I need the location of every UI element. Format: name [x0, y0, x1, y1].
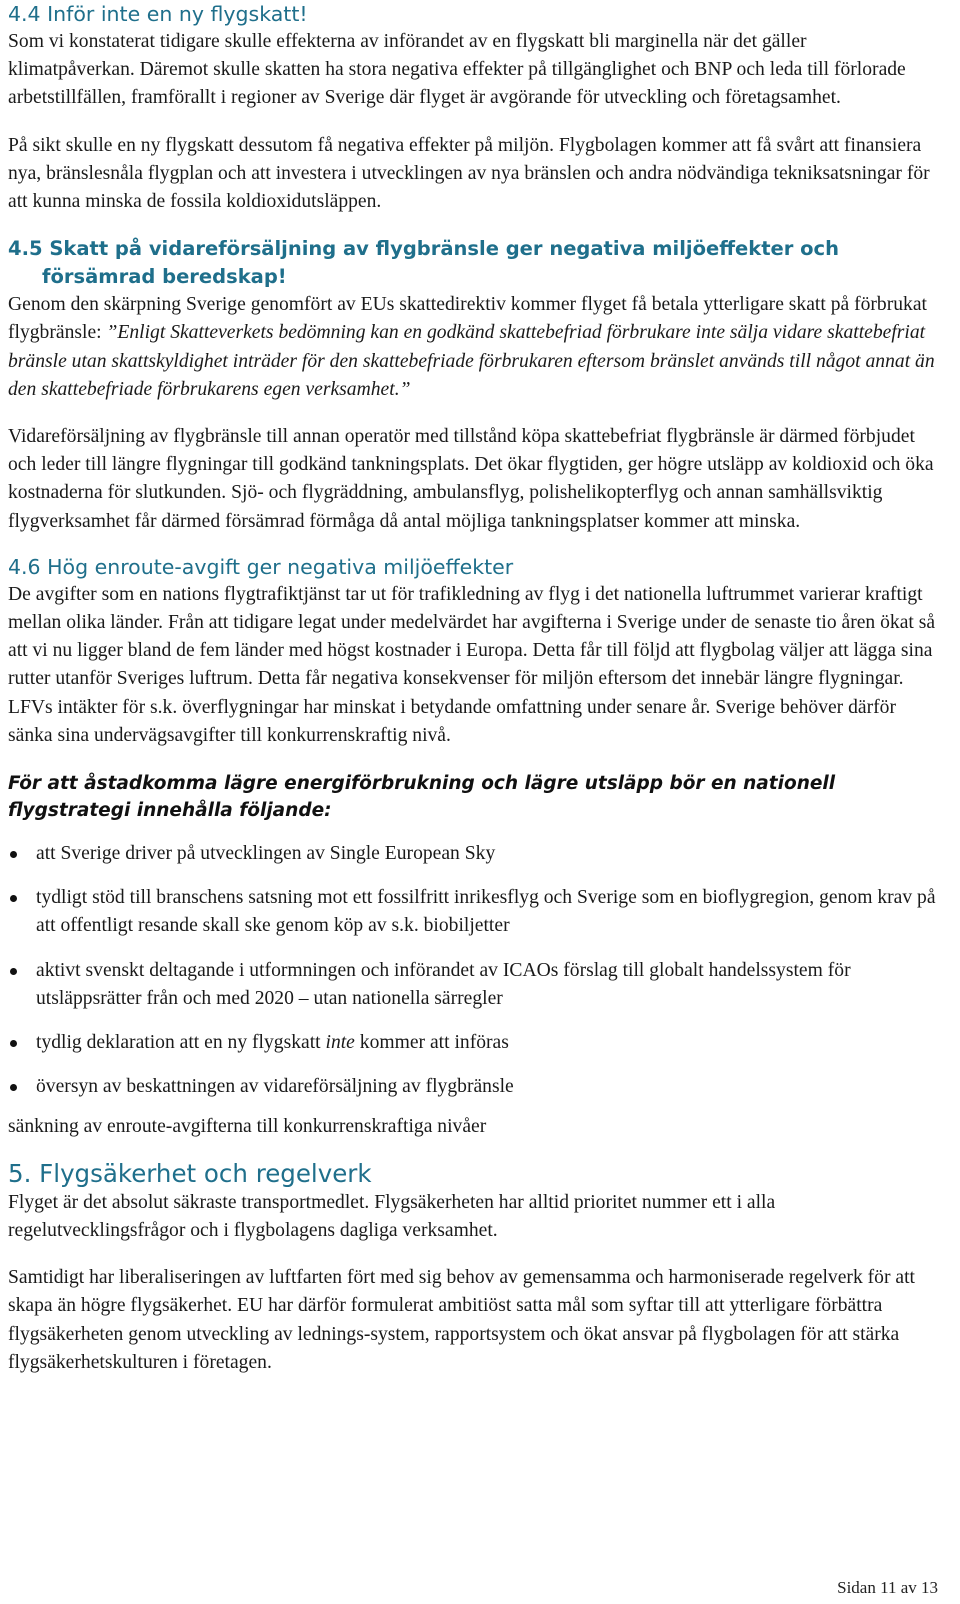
skatteverket-quote: ”Enligt Skatteverkets bedömning kan en godkänd skattebefriad förbrukare inte sälja vidare skattebefriat bränsle utan skattskyldighet inträder för den skattebefriade förbrukaren eftersom bränslet används till något annat än den skattebefriade förbrukarens egen verksamhet.” [8, 322, 935, 400]
section-4-4-heading: 4.4 Inför inte en ny flygskatt! [8, 2, 308, 26]
page-number: Sidan 11 av 13 [837, 1578, 938, 1597]
strategy-trailing-item: sänkning av enroute-avgifterna till konkurrenskraftiga nivåer [8, 1116, 487, 1138]
section-4-5-paragraph-1 [8, 291, 936, 404]
bullet-icon [10, 851, 17, 858]
list-item [8, 1029, 936, 1057]
list-item-text: tydlig deklaration att en ny flygskatt [36, 1032, 326, 1054]
section-4-4-paragraph-2: På sikt skulle en ny flygskatt dessutom få negativa effekter på miljön. Flygbolagen kommer att få svårt att finansiera nya, bränslesnåla flygplan och att investera i utvecklingen av nya bränslen och andra nödvändiga tekniksatsningar för att kunna minska de fossila koldioxidutsläppen. [8, 134, 930, 213]
list-item [8, 884, 936, 940]
section-4-4-paragraph-1: Som vi konstaterat tidigare skulle effekterna av införandet av en flygskatt bli marginella när det gäller klimatpåverkan. Däremot skulle skatten ha stora negativa effekter på tillgänglighet och BNP och leda till förlorade arbetstillfällen, framförallt i regioner av Sverige där flyget är avgörande för utveckling och företagsamhet. [8, 31, 906, 109]
list-item [8, 840, 936, 868]
list-item-text: kommer att införas [354, 1032, 509, 1054]
section-4-5-paragraph-2: Vidareförsäljning av flygbränsle till annan operatör med tillstånd köpa skattebefriat flygbränsle är därmed förbjudet och leder till längre flygningar till godkänd tankningsplats. Det ökar flygtiden, ger högre utsläpp av koldioxid och öka kostnaderna för slutkunden. Sjö- och flygräddning, ambulansflyg, polishelikopterflyg och annan samhällsviktig flygverksamhet får därmed försämrad förmåga då antal möjliga tankningsplatser kommer att minska. [8, 426, 934, 532]
strategy-lead: För att åstadkomma lägre energiförbrukning och lägre utsläpp bör en nationell flygstrategi innehålla följande: [8, 773, 836, 822]
section-5-heading: 5. Flygsäkerhet och regelverk [8, 1158, 372, 1188]
section-4-6-paragraph-1: De avgifter som en nations flygtrafiktjänst tar ut för trafikledning av flyg i det nationella luftrummet varierar kraftigt mellan olika länder. Från att tidigare legat under medelvärdet har avgifterna i Sverige under de senaste tio åren ökat så att vi nu ligger bland de fem länder med högst kostnader i Europa. Detta får till följd att flygbolag väljer att lägga sina rutter utanför Sveriges luftrum. Detta får negativa konsekvenser för miljön eftersom det innebär längre flygningar. LFVs intäkter för s.k. överflygningar har minskat i betydande omfattning under senare år. Sverige behöver därför sänka sina undervägsavgifter till konkurrenskraftig nivå. [8, 583, 936, 746]
list-item-text: aktivt svenskt deltagande i utformningen och införandet av ICAOs förslag till globalt handelssystem för utsläppsrätter från och med 2020 – utan nationella särregler [36, 959, 851, 1009]
section-4-5-lead-text: Genom den skärpning Sverige genomfört av EUs skattedirektiv kommer flyget få betala ytterligare skatt på förbrukat flygbränsle: [8, 294, 927, 344]
list-item [8, 957, 936, 1013]
list-item-emphasis: inte [325, 1032, 355, 1054]
section-5-paragraph-2: Samtidigt har liberaliseringen av luftfarten fört med sig behov av gemensamma och harmoniserade regelverk för att skapa än högre flygsäkerhet. EU har därför formulerat ambitiöst satta mål som syftar till att ytterligare förbättra flygsäkerheten genom utveckling av lednings-system, rapportsystem och ökat ansvar på flygbolagen för att stärka flygsäkerhetskulturen i företagen. [8, 1267, 915, 1373]
bullet-icon [10, 968, 17, 975]
list-item-text: tydligt stöd till branschens satsning mot ett fossilfritt inrikesflyg och Sverige som en bioflygregion, genom krav på att offentligt resande skall ske genom köp av s.k. biobiljetter [36, 887, 936, 937]
bullet-icon [10, 1040, 17, 1047]
bullet-icon [10, 1084, 17, 1091]
section-4-6-heading: 4.6 Hög enroute-avgift ger negativa miljöeffekter [8, 554, 514, 579]
document-page [8, 0, 936, 1377]
list-item-text: översyn av beskattningen av vidareförsäljning av flygbränsle [36, 1076, 514, 1098]
strategy-list [8, 840, 936, 1101]
section-4-5-heading: 4.5 Skatt på vidareförsäljning av flygbränsle ger negativa miljöeffekter och försämrad beredskap! [8, 237, 839, 289]
bullet-icon [10, 895, 17, 902]
list-item-text: att Sverige driver på utvecklingen av Single European Sky [36, 843, 496, 865]
section-5-paragraph-1: Flyget är det absolut säkraste transportmedlet. Flygsäkerheten har alltid prioritet nummer ett i alla regelutvecklingsfrågor och i flygbolagens dagliga verksamhet. [8, 1191, 776, 1241]
list-item [8, 1073, 936, 1101]
